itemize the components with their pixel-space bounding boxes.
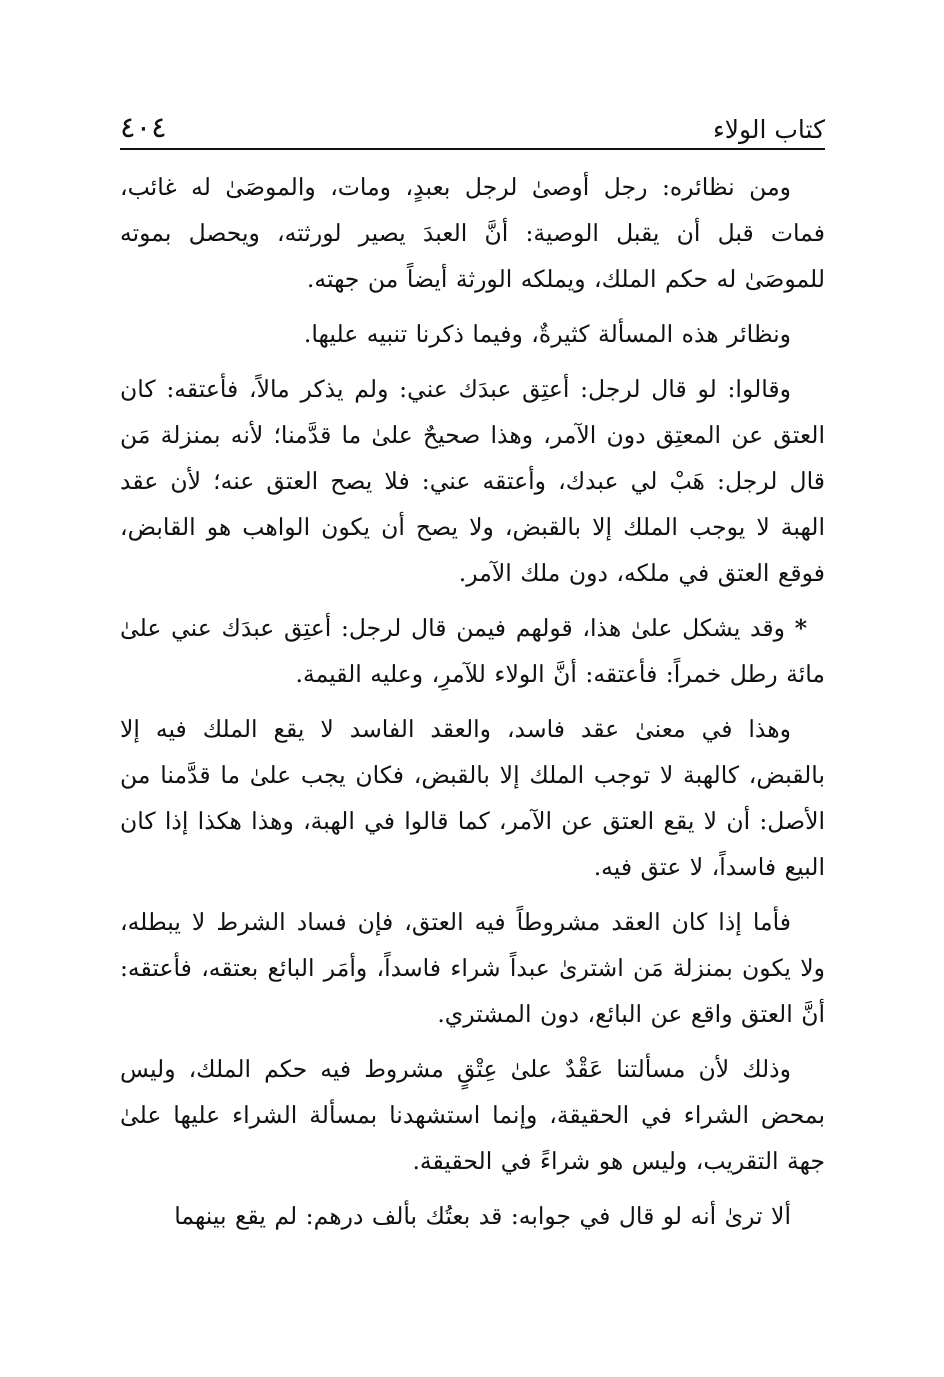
running-title: كتاب الولاء [712,115,825,144]
page-body [120,150,825,1239]
paragraph-6: وذلك لأن مسألتنا عَقْدٌ علىٰ عِتْقٍ مشروط فيه حكم الملك، وليس بمحض الشراء في الحقيقة، وإنما استشهدنا بمسألة الشراء عليها علىٰ جهة التقريب، وليس هو شراءً في الحقيقة. [120,1055,825,1175]
page-header [120,95,825,150]
issue-paragraph [120,605,825,697]
issue-star-marker: * [794,614,807,642]
issue-text: وقد يشكل علىٰ هذا، قولهم فيمن قال لرجل: أعتِق عبدَك عني علىٰ مائة رطل خمراً: فأعتقه: أنَّ الولاء للآمرِ، وعليه القيمة. [120,614,825,688]
paragraph-4: وهذا في معنىٰ عقد فاسد، والعقد الفاسد لا يقع الملك فيه إلا بالقبض، كالهبة لا توجب الملك إلا بالقبض، فكان يجب علىٰ ما قدَّمنا من الأصل: أن لا يقع العتق عن الآمر، كما قالوا في الهبة، وهذا هكذا إذا كان البيع فاسداً، لا عتق فيه. [120,715,825,881]
paragraph-7: ألا ترىٰ أنه لو قال في جوابه: قد بعتُك بألف درهم: لم يقع بينهما [174,1202,791,1230]
book-page [120,95,825,1295]
paragraph-5: فأما إذا كان العقد مشروطاً فيه العتق، فإن فساد الشرط لا يبطله، ولا يكون بمنزلة مَن اشترىٰ عبداً شراء فاسداً، وأمَر البائع بعتقه، فأعتقه: أنَّ العتق واقع عن البائع، دون المشتري. [120,908,825,1028]
paragraph-3: وقالوا: لو قال لرجل: أعتِق عبدَك عني: ولم يذكر مالاً، فأعتقه: كان العتق عن المعتِق دون الآمر، وهذا صحيحٌ علىٰ ما قدَّمنا؛ لأنه بمنزلة مَن قال لرجل: هَبْ لي عبدك، وأعتقه عني: فلا يصح العتق عنه؛ لأن عقد الهبة لا يوجب الملك إلا بالقبض، ولا يصح أن يكون الواهب هو القابض، فوقع العتق في ملكه، دون ملك الآمر. [120,375,825,587]
paragraph-2: ونظائر هذه المسألة كثيرةٌ، وفيما ذكرنا تنبيه عليها. [303,320,791,348]
page-number: ٤٠٤ [120,110,167,144]
paragraph-1: ومن نظائره: رجل أوصىٰ لرجل بعبدٍ، ومات، والموصَىٰ له غائب، فمات قبل أن يقبل الوصية: أنَّ العبدَ يصير لورثته، ويحصل بموته للموصَىٰ له حكم الملك، ويملكه الورثة أيضاً من جهته. [120,173,825,293]
